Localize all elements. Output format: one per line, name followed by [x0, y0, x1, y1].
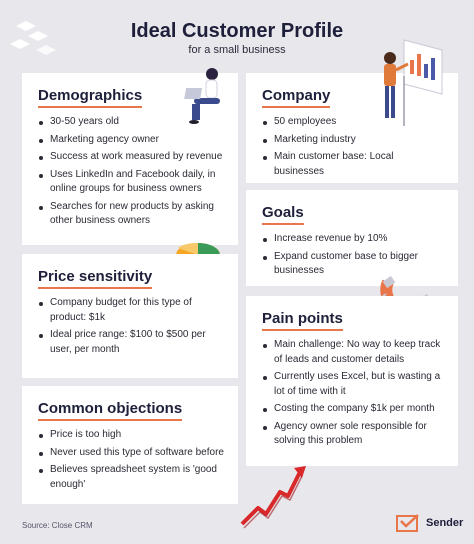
common-objections-heading: Common objections — [38, 400, 182, 421]
list-item: Price is too high — [38, 428, 224, 443]
page-title: Ideal Customer Profile — [130, 20, 344, 42]
pain-points-heading: Pain points — [262, 310, 343, 331]
list-item: Searches for new products by asking other business owners — [38, 200, 224, 229]
woman-laptop-illustration — [184, 66, 228, 126]
price-sensitivity-card — [22, 254, 238, 378]
demographics-list — [38, 115, 224, 229]
sender-logo-text: Sender — [426, 517, 464, 529]
list-item: Costing the company $1k per month — [262, 402, 446, 417]
list-item: 30-50 years old — [38, 115, 224, 130]
price-sensitivity-list — [38, 296, 224, 357]
list-item: Never used this type of software before — [38, 446, 224, 461]
company-heading: Company — [262, 87, 330, 108]
list-item: Marketing agency owner — [38, 133, 224, 148]
woman-chart-board-illustration — [376, 36, 446, 128]
list-item: Main customer base: Local businesses — [262, 150, 446, 179]
list-item: Agency owner sole responsible for solving this problem — [262, 420, 446, 449]
list-item: Increase revenue by 10% — [262, 232, 446, 247]
list-item: Uses LinkedIn and Facebook daily, in online groups for business owners — [38, 168, 224, 197]
sender-logo-icon — [396, 513, 422, 533]
list-item: Success at work measured by revenue — [38, 150, 224, 165]
list-item: Marketing industry — [262, 133, 446, 148]
list-item: Expand customer base to bigger businesses — [262, 250, 446, 279]
list-item: Company budget for this type of product: $1k — [38, 296, 224, 325]
common-objections-list — [38, 428, 224, 492]
source-note: Source: Close CRM — [22, 521, 93, 530]
list-item: Believes spreadsheet system is 'good enough' — [38, 463, 224, 492]
page-subtitle: for a small business — [188, 44, 286, 56]
goals-heading: Goals — [262, 204, 304, 225]
list-item: Currently uses Excel, but is wasting a lot of time with it — [262, 370, 446, 399]
rising-arrow-icon — [238, 462, 308, 532]
demographics-heading: Demographics — [38, 87, 142, 108]
pain-points-card — [246, 296, 458, 466]
list-item: 50 employees — [262, 115, 446, 130]
common-objections-card — [22, 386, 238, 504]
pain-points-list — [262, 338, 446, 449]
price-sensitivity-heading: Price sensitivity — [38, 268, 152, 289]
sender-logo — [396, 513, 463, 533]
list-item: Ideal price range: $100 to $500 per user, per month — [38, 328, 224, 357]
list-item: Main challenge: No way to keep track of leads and customer details — [262, 338, 446, 367]
